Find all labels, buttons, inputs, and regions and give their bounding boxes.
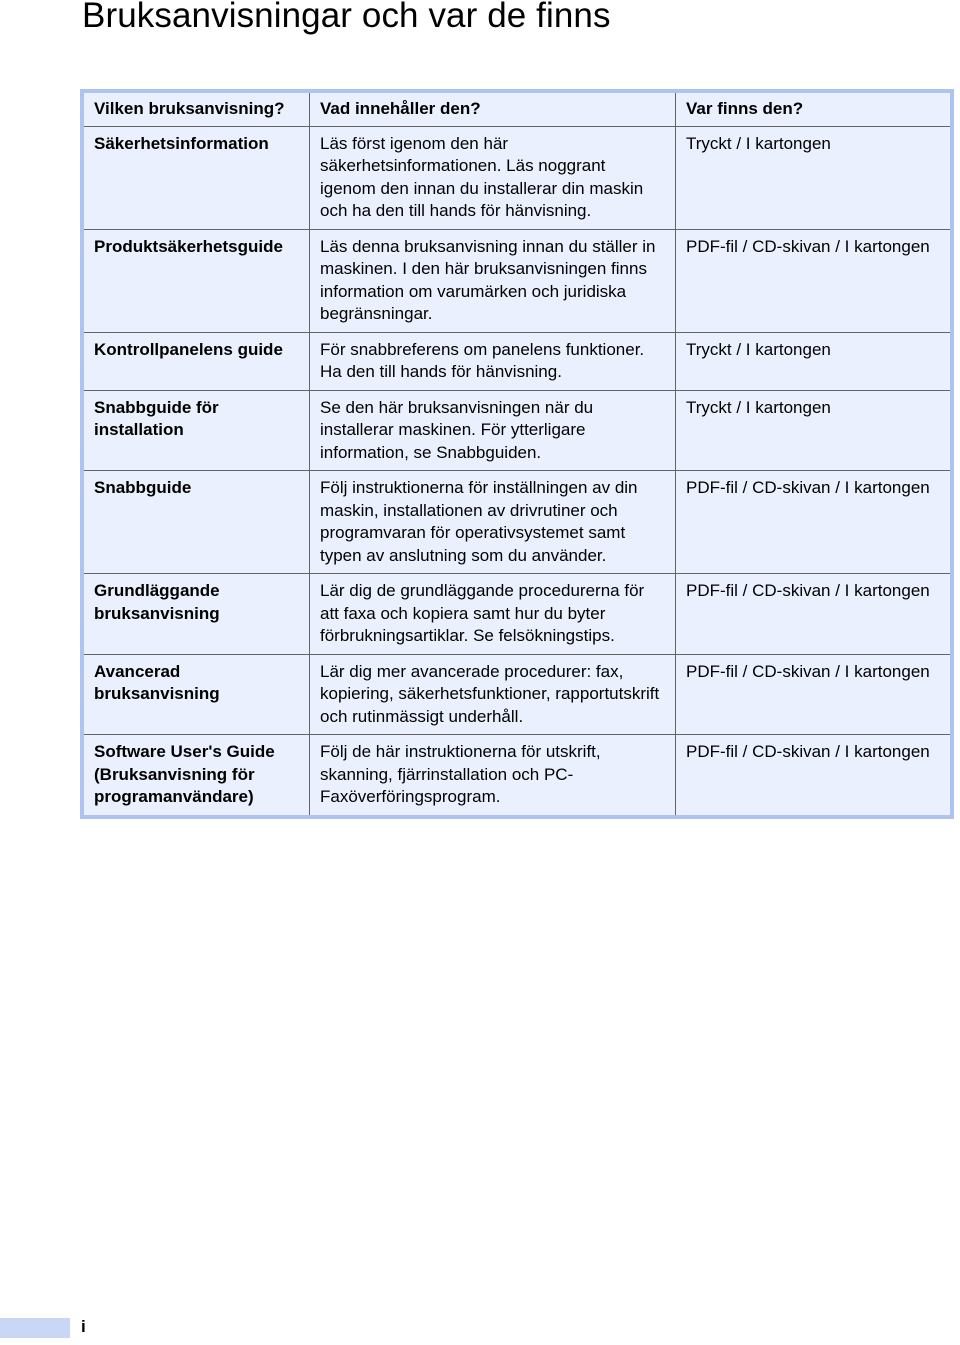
- table-row: [82, 390, 952, 471]
- header-contents: Vad innehåller den?: [310, 91, 676, 126]
- header-location: Var finns den?: [676, 91, 953, 126]
- manual-description: För snabbreferens om panelens funktioner. Ha den till hands för hänvisning.: [310, 332, 676, 390]
- manual-description: Följ instruktionerna för inställningen av din maskin, installationen av drivrutiner och programvaran för operativsystemet samt typen av anslutning som du använder.: [310, 471, 676, 574]
- manual-location: PDF-fil / CD-skivan / I kartongen: [676, 229, 953, 332]
- manual-location: PDF-fil / CD-skivan / I kartongen: [676, 735, 953, 817]
- manual-location: PDF-fil / CD-skivan / I kartongen: [676, 471, 953, 574]
- manual-name: Säkerhetsinformation: [82, 126, 310, 229]
- table-row: [82, 332, 952, 390]
- table-header-row: [82, 91, 952, 126]
- manual-name: Avancerad bruksanvisning: [82, 654, 310, 735]
- manual-description: Se den här bruksanvisningen när du installerar maskinen. För ytterligare information, se Snabbguiden.: [310, 390, 676, 471]
- manual-location: Tryckt / I kartongen: [676, 390, 953, 471]
- manual-name: Software User's Guide (Bruksanvisning för programanvändare): [82, 735, 310, 817]
- manual-location: PDF-fil / CD-skivan / I kartongen: [676, 574, 953, 655]
- manual-name: Snabbguide: [82, 471, 310, 574]
- manual-name: Grundläggande bruksanvisning: [82, 574, 310, 655]
- page-title: Bruksanvisningar och var de finns: [82, 0, 611, 35]
- page-number: i: [81, 1317, 86, 1336]
- manuals-table: [80, 89, 954, 819]
- table-row: [82, 229, 952, 332]
- table-row: [82, 735, 952, 817]
- manual-location: Tryckt / I kartongen: [676, 126, 953, 229]
- manual-description: Lär dig de grundläggande procedurerna för att faxa och kopiera samt hur du byter förbrukningsartiklar. Se felsökningstips.: [310, 574, 676, 655]
- header-which-manual: Vilken bruksanvisning?: [82, 91, 310, 126]
- manual-name: Kontrollpanelens guide: [82, 332, 310, 390]
- footer-color-bar: [0, 1318, 70, 1338]
- table-row: [82, 471, 952, 574]
- table-row: [82, 574, 952, 655]
- manual-description: Följ de här instruktionerna för utskrift, skanning, fjärrinstallation och PC-Faxöverföringsprogram.: [310, 735, 676, 817]
- manual-location: Tryckt / I kartongen: [676, 332, 953, 390]
- table-row: [82, 126, 952, 229]
- manual-description: Lär dig mer avancerade procedurer: fax, kopiering, säkerhetsfunktioner, rapportutskrift och rutinmässigt underhåll.: [310, 654, 676, 735]
- manual-name: Produktsäkerhetsguide: [82, 229, 310, 332]
- manual-name: Snabbguide för installation: [82, 390, 310, 471]
- table-row: [82, 654, 952, 735]
- manual-location: PDF-fil / CD-skivan / I kartongen: [676, 654, 953, 735]
- manual-description: Läs denna bruksanvisning innan du ställer in maskinen. I den här bruksanvisningen finns information om varumärken och juridiska begränsningar.: [310, 229, 676, 332]
- manual-description: Läs först igenom den här säkerhetsinformationen. Läs noggrant igenom den innan du installerar din maskin och ha den till hands för hänvisning.: [310, 126, 676, 229]
